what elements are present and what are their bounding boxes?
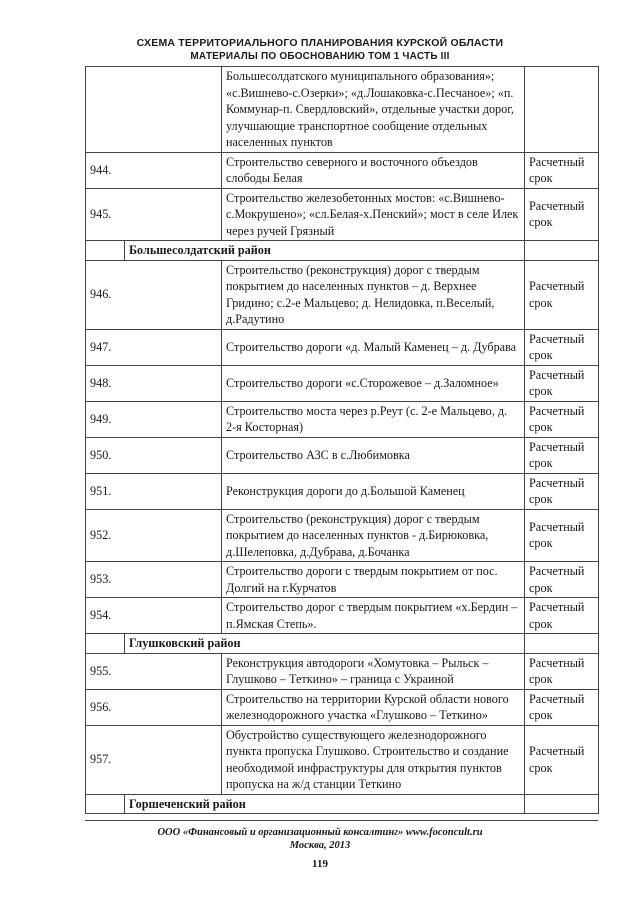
project-description: Строительство дороги с твердым покрытием от пос. Долгий на г.Курчатов — [222, 562, 525, 598]
table-row — [86, 365, 599, 401]
implementation-term: Расчетный срок — [525, 509, 599, 562]
implementation-term: Расчетный срок — [525, 598, 599, 634]
row-number: 956. — [86, 689, 222, 725]
row-number: 948. — [86, 365, 222, 401]
table-row — [86, 437, 599, 473]
page-number: 119 — [312, 858, 328, 870]
row-number: 945. — [86, 188, 222, 241]
table-row — [86, 188, 599, 241]
project-description: Строительство моста через р.Реут (с. 2-е Мальцево, д. 2-я Косторная) — [222, 401, 525, 437]
implementation-term: Расчетный срок — [525, 188, 599, 241]
implementation-term: Расчетный срок — [525, 152, 599, 188]
document-footer — [0, 826, 640, 852]
implementation-term: Расчетный срок — [525, 365, 599, 401]
table-row — [86, 260, 599, 329]
implementation-term: Расчетный срок — [525, 437, 599, 473]
project-description: Обустройство существующего железнодорожного пункта пропуска Глушково. Строительство и создание необходимой инфраструктуры для открытия пунктов пропуска на ж/д станции Теткино — [222, 725, 525, 794]
implementation-term: Расчетный срок — [525, 562, 599, 598]
row-number: 946. — [86, 260, 222, 329]
header-subtitle: МАТЕРИАЛЫ ПО ОБОСНОВАНИЮ ТОМ 1 ЧАСТЬ III — [190, 51, 450, 62]
row-number: 953. — [86, 562, 222, 598]
section-title: Глушковский район — [125, 634, 525, 654]
project-description: Строительство дороги «д. Малый Каменец – д. Дубрава — [222, 329, 525, 365]
projects-table-body — [86, 67, 599, 814]
section-row — [86, 634, 599, 654]
table-row — [86, 725, 599, 794]
table-row — [86, 401, 599, 437]
project-description: Строительство АЗС в с.Любимовка — [222, 437, 525, 473]
implementation-term: Расчетный срок — [525, 260, 599, 329]
row-number — [86, 67, 222, 153]
header-title: СХЕМА ТЕРРИТОРИАЛЬНОГО ПЛАНИРОВАНИЯ КУРСКОЙ ОБЛАСТИ — [136, 37, 504, 49]
section-row — [86, 241, 599, 261]
section-title: Большесолдатский район — [125, 241, 525, 261]
table-row — [86, 598, 599, 634]
section-row — [86, 794, 599, 814]
row-number: 952. — [86, 509, 222, 562]
section-term-cell — [525, 634, 599, 654]
section-term-cell — [525, 794, 599, 814]
table-row — [86, 509, 599, 562]
table-row — [86, 562, 599, 598]
project-description: Строительство (реконструкция) дорог с твердым покрытием до населенных пунктов – д. Верхнее Гридино; с.2-е Мальцево; д. Нелидовка, п.Веселый, д.Радутино — [222, 260, 525, 329]
project-description: Строительство на территории Курской области нового железнодорожного участка «Глушково – Теткино» — [222, 689, 525, 725]
project-description: Реконструкция автодороги «Хомутовка – Рыльск – Глушково – Теткино» – граница с Украиной — [222, 653, 525, 689]
implementation-term: Расчетный срок — [525, 401, 599, 437]
section-number-cell — [86, 794, 125, 814]
row-number: 949. — [86, 401, 222, 437]
projects-table — [85, 66, 599, 814]
row-number: 947. — [86, 329, 222, 365]
implementation-term: Расчетный срок — [525, 653, 599, 689]
section-number-cell — [86, 634, 125, 654]
table-row — [86, 152, 599, 188]
project-description: Большесолдатского муниципального образования»; «с.Вишнево-с.Озерки»; «д.Лошаковка-с.Песчаное»; «п. Коммунар-п. Свердловский», отдельные участки дорог, улучшающие транспортное сообщение отдельных населенных пунктов — [222, 67, 525, 153]
continuation-row — [86, 67, 599, 153]
table-row — [86, 653, 599, 689]
row-number: 954. — [86, 598, 222, 634]
footer-city-year: Москва, 2013 — [289, 840, 351, 851]
implementation-term: Расчетный срок — [525, 473, 599, 509]
project-description: Строительство (реконструкция) дорог с твердым покрытием до населенных пунктов - д.Бирюковка, д.Шелеповка, д.Дубрава, д.Бочанка — [222, 509, 525, 562]
table-row — [86, 473, 599, 509]
row-number: 950. — [86, 437, 222, 473]
row-number: 955. — [86, 653, 222, 689]
table-row — [86, 329, 599, 365]
implementation-term — [525, 67, 599, 153]
project-description: Строительство дороги «с.Сторожевое – д.Заломное» — [222, 365, 525, 401]
row-number: 951. — [86, 473, 222, 509]
table-row — [86, 689, 599, 725]
project-description: Строительство северного и восточного объездов слободы Белая — [222, 152, 525, 188]
implementation-term: Расчетный срок — [525, 689, 599, 725]
project-description: Реконструкция дороги до д.Большой Каменец — [222, 473, 525, 509]
footer-divider — [85, 820, 598, 821]
implementation-term: Расчетный срок — [525, 725, 599, 794]
row-number: 944. — [86, 152, 222, 188]
project-description: Строительство дорог с твердым покрытием «х.Бердин – п.Ямская Степь». — [222, 598, 525, 634]
section-term-cell — [525, 241, 599, 261]
implementation-term: Расчетный срок — [525, 329, 599, 365]
section-number-cell — [86, 241, 125, 261]
document-header — [0, 36, 640, 64]
section-title: Горшеченский район — [125, 794, 525, 814]
project-description: Строительство железобетонных мостов: «с.Вишнево-с.Мокрушено»; «сл.Белая-х.Пенский»; мост в селе Илек через ручей Грязный — [222, 188, 525, 241]
row-number: 957. — [86, 725, 222, 794]
footer-company: ООО «Финансовый и организационный консалтинг» www.foconcult.ru — [157, 827, 483, 838]
